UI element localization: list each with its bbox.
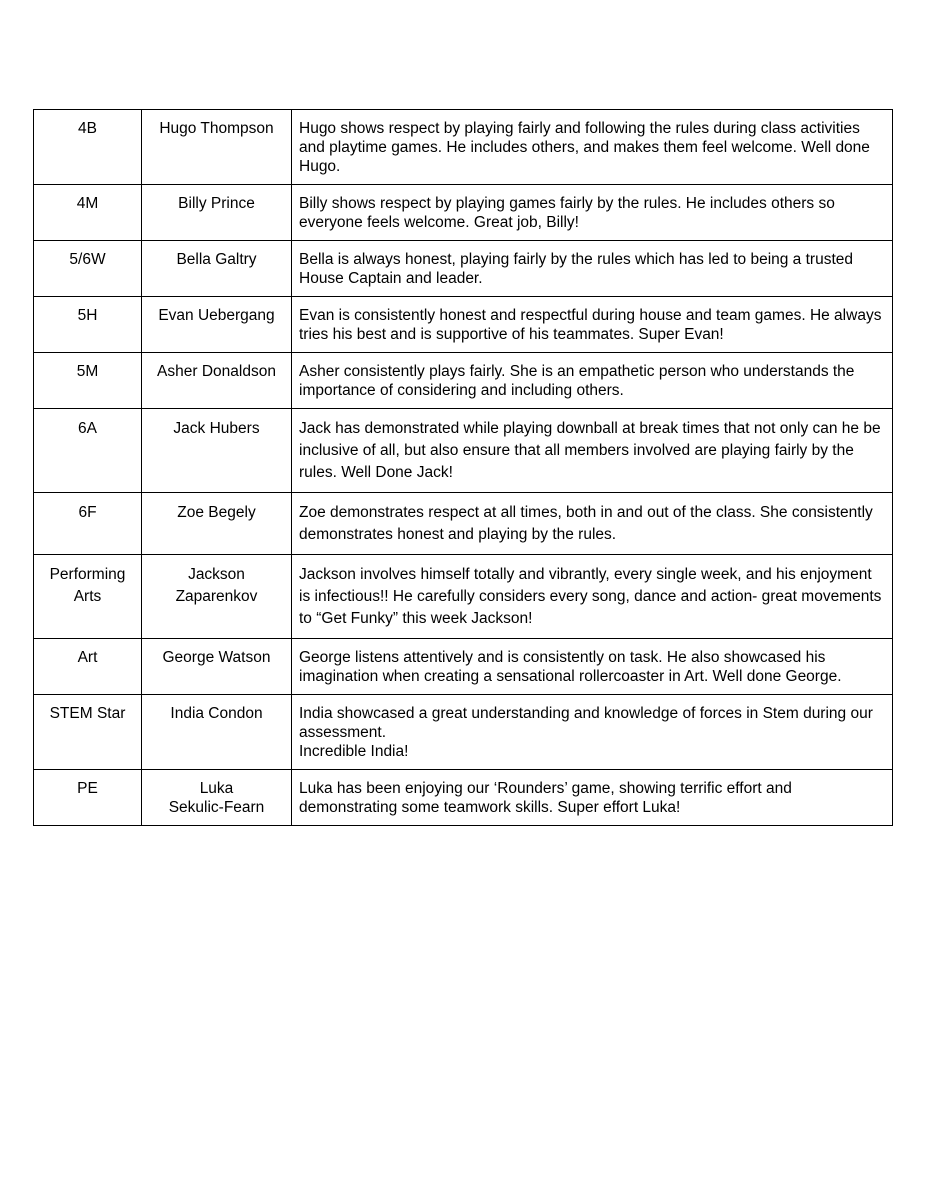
comment-cell: Jackson involves himself totally and vibrantly, every single week, and his enjoyment is infectious!! He carefully considers every song, dance and action- great movements to “Get Funky” this week Jackson! bbox=[292, 555, 893, 639]
table-row bbox=[34, 185, 893, 241]
class-cell: 4B bbox=[34, 110, 142, 185]
comment-cell: Zoe demonstrates respect at all times, both in and out of the class. She consistently demonstrates honest and playing by the rules. bbox=[292, 493, 893, 555]
awards-table-body bbox=[34, 110, 893, 826]
student-name-cell: Asher Donaldson bbox=[142, 353, 292, 409]
comment-cell: Jack has demonstrated while playing downball at break times that not only can he be inclusive of all, but also ensure that all members involved are playing fairly by the rules. Well Done Jack! bbox=[292, 409, 893, 493]
table-row bbox=[34, 695, 893, 770]
table-row bbox=[34, 353, 893, 409]
class-cell: STEM Star bbox=[34, 695, 142, 770]
table-row bbox=[34, 770, 893, 826]
student-name-cell: Evan Uebergang bbox=[142, 297, 292, 353]
class-cell: PE bbox=[34, 770, 142, 826]
table-row bbox=[34, 409, 893, 493]
table-row bbox=[34, 297, 893, 353]
comment-cell: Luka has been enjoying our ‘Rounders’ game, showing terrific effort and demonstrating some teamwork skills. Super effort Luka! bbox=[292, 770, 893, 826]
comment-cell: Billy shows respect by playing games fairly by the rules. He includes others so everyone feels welcome. Great job, Billy! bbox=[292, 185, 893, 241]
student-name-cell: Jackson Zaparenkov bbox=[142, 555, 292, 639]
table-row bbox=[34, 493, 893, 555]
student-name-cell: George Watson bbox=[142, 639, 292, 695]
student-name-cell: Jack Hubers bbox=[142, 409, 292, 493]
table-row bbox=[34, 639, 893, 695]
class-cell: Performing Arts bbox=[34, 555, 142, 639]
class-cell: Art bbox=[34, 639, 142, 695]
class-cell: 6F bbox=[34, 493, 142, 555]
student-name-cell: Hugo Thompson bbox=[142, 110, 292, 185]
comment-cell: India showcased a great understanding and knowledge of forces in Stem during our assessment. Incredible India! bbox=[292, 695, 893, 770]
comment-cell: George listens attentively and is consistently on task. He also showcased his imagination when creating a sensational rollercoaster in Art. Well done George. bbox=[292, 639, 893, 695]
comment-cell: Hugo shows respect by playing fairly and following the rules during class activities and playtime games. He includes others, and makes them feel welcome. Well done Hugo. bbox=[292, 110, 893, 185]
table-row bbox=[34, 241, 893, 297]
awards-table bbox=[33, 109, 893, 826]
student-name-cell: Luka Sekulic-Fearn bbox=[142, 770, 292, 826]
student-name-cell: Billy Prince bbox=[142, 185, 292, 241]
student-name-cell: India Condon bbox=[142, 695, 292, 770]
class-cell: 5M bbox=[34, 353, 142, 409]
student-name-cell: Zoe Begely bbox=[142, 493, 292, 555]
table-row bbox=[34, 110, 893, 185]
student-name-cell: Bella Galtry bbox=[142, 241, 292, 297]
class-cell: 5H bbox=[34, 297, 142, 353]
table-row bbox=[34, 555, 893, 639]
comment-cell: Asher consistently plays fairly. She is an empathetic person who understands the importance of considering and including others. bbox=[292, 353, 893, 409]
comment-cell: Evan is consistently honest and respectful during house and team games. He always tries his best and is supportive of his teammates. Super Evan! bbox=[292, 297, 893, 353]
class-cell: 5/6W bbox=[34, 241, 142, 297]
class-cell: 4M bbox=[34, 185, 142, 241]
class-cell: 6A bbox=[34, 409, 142, 493]
comment-cell: Bella is always honest, playing fairly by the rules which has led to being a trusted House Captain and leader. bbox=[292, 241, 893, 297]
